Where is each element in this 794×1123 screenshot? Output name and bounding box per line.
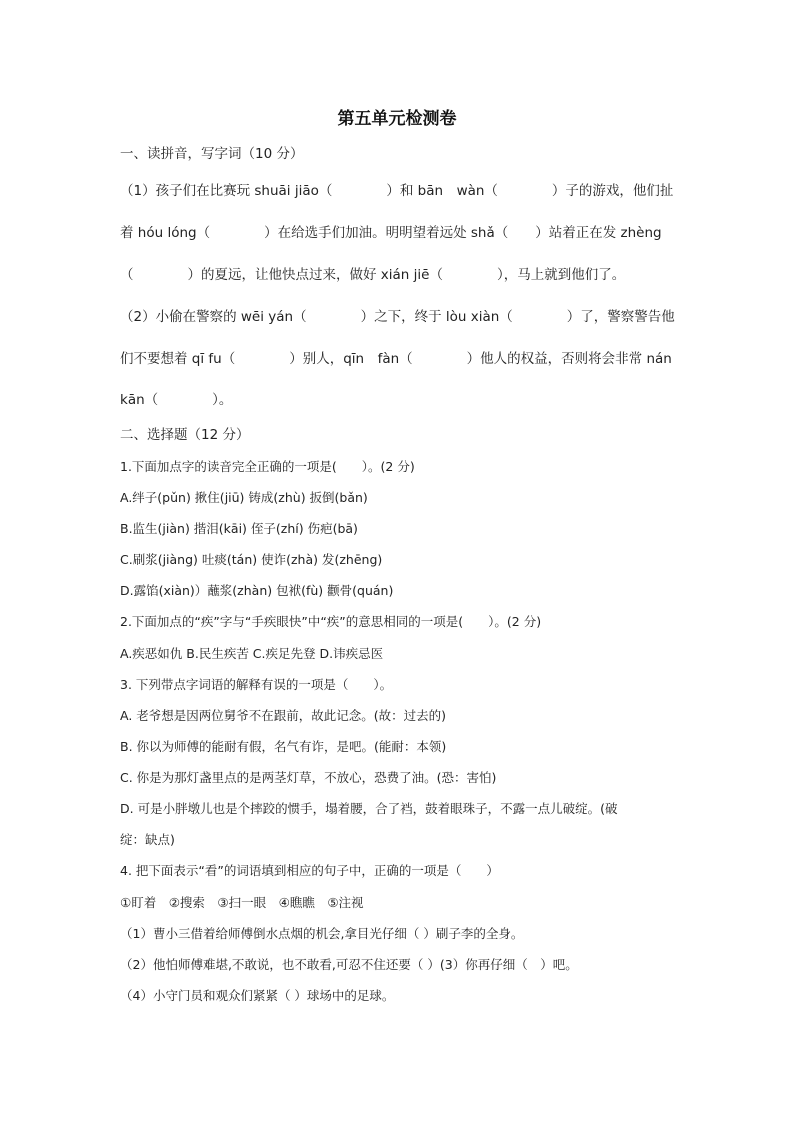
section1-p1-line1: （1）孩子们在比赛玩 shuāi jiāo（ ）和 bān wàn（ ）子的游戏，他们扯 <box>120 183 674 199</box>
q4-stem: 4. 把下面表示“看”的词语填到相应的句子中，正确的一项是（ ） <box>120 863 499 878</box>
q3-option-d-line2: 绽：缺点) <box>120 832 175 847</box>
q2-stem: 2.下面加点的“疾”字与“手疾眼快”中“疾”的意思相同的一项是( ）。(2 分) <box>120 614 542 629</box>
page-title: 第五单元检测卷 <box>337 109 457 129</box>
q4-sentence-4: （4）小守门员和观众们紧紧（ ）球场中的足球。 <box>120 988 395 1003</box>
q2-options: A.疾恶如仇 B.民生疾苦 C.疾足先登 D.讳疾忌医 <box>120 646 384 661</box>
section1-heading: 一、读拼音，写字词（10 分） <box>120 146 304 162</box>
section1-p2-line1: （2）小偷在警察的 wēi yán（ ）之下，终于 lòu xiàn（ ）了，警察警告他 <box>120 309 675 325</box>
q4-word-list: ①盯着 ②搜索 ③扫一眼 ④瞧瞧 ⑤注视 <box>120 895 364 910</box>
section1-p1-line3: （ ）的夏远，让他快点过来，做好 xián jiē（ ），马上就到他们了。 <box>120 267 626 283</box>
q1-option-a: A.绊子(pǔn) 揪住(jiū) 铸成(zhù) 扳倒(bǎn) <box>120 490 368 505</box>
q3-stem: 3. 下列带点字词语的解释有误的一项是（ ）。 <box>120 677 393 692</box>
section1-p2-line2: 们不要想着 qī fu（ ）别人，qīn fàn（ ）他人的权益，否则将会非常 nán <box>120 351 672 367</box>
q4-sentence-2-3: （2）他怕师傅难堪,不敢说，也不敢看,可忍不住还要（ ）(3）你再仔细（ ）吧。 <box>120 957 578 972</box>
q3-option-b: B. 你以为师傅的能耐有假，名气有诈，是吧。(能耐：本领) <box>120 739 447 754</box>
q4-sentence-1: （1）曹小三借着给师傅倒水点烟的机会,拿目光仔细（ ）刷子李的全身。 <box>120 926 524 941</box>
q3-option-c: C. 你是为那灯盏里点的是两茎灯草，不放心，恐费了油。(恐：害怕) <box>120 770 497 785</box>
q1-stem: 1.下面加点字的读音完全正确的一项是( ）。(2 分) <box>120 459 415 474</box>
section2-heading: 二、选择题（12 分） <box>120 427 250 443</box>
q1-option-c: C.刷浆(jiàng) 吐痰(tán) 使诈(zhà) 发(zhēng) <box>120 552 383 567</box>
q1-option-d: D.露馅(xiàn)）蘸浆(zhàn) 包袱(fù) 颧骨(quán) <box>120 583 394 598</box>
q3-option-a: A. 老爷想是因两位舅爷不在跟前，故此记念。(故：过去的) <box>120 708 447 723</box>
section1-p1-line2: 着 hóu lóng（ ）在给选手们加油。明明望着远处 shǎ（ ）站着正在发 zhèng <box>120 225 662 241</box>
section1-p2-line3: kān（ ）。 <box>120 392 233 408</box>
q1-option-b: B.监生(jiàn) 揩泪(kāi) 侄子(zhí) 伤疤(bā) <box>120 521 358 536</box>
q3-option-d-line1: D. 可是小胖墩儿也是个摔跤的惯手，塌着腰，合了裆，鼓着眼珠子，不露一点儿破绽。(破 <box>120 801 618 816</box>
